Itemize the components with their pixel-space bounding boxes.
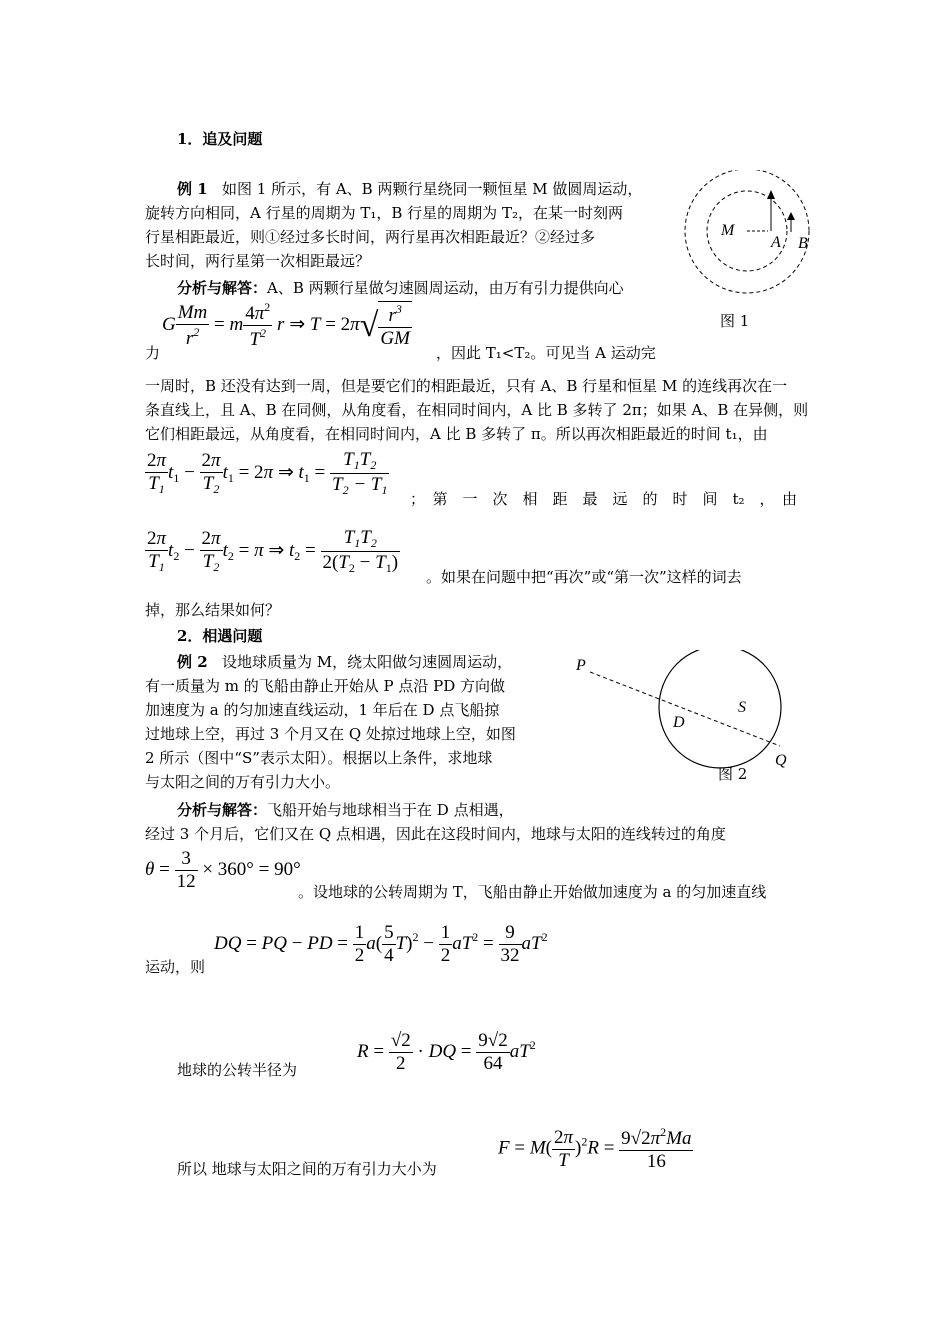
last-line: 掉，那么结果如何？ [145,601,281,619]
figure-1-caption: 图 1 [720,312,750,330]
example2-text-0: 设地球质量为 M，绕太阳做匀速圆周运动， [221,653,513,671]
tail-text: 。如果在问题中把“再次”或“第一次”这样的词去 [426,568,742,586]
ship-path [590,672,780,746]
section2-heading: 2．相遇问题 [177,627,263,645]
body1-line-1: 条直线上，且 A、B 在同侧，从角度看，在相同时间内，A 比 B 多转了 2π；如果 A、B 在异侧，则 [145,401,809,419]
example1-first-line [177,177,642,201]
example1-text-1: 旋转方向相同，A 行星的周期为 T₁，B 行星的周期为 T₂，在某一时刻两 [145,204,623,222]
example2-text-5: 与太阳之间的万有引力大小。 [145,773,341,791]
example2-first-line [177,650,512,674]
radius-label: 地球的公转半径为 [177,1061,298,1079]
example1-label: 例 1 [177,180,208,198]
theta-after-text: 。设地球的公转周期为 T，飞船由静止开始做加速度为 a 的匀加速直线 [298,883,767,901]
dq-formula: DQ = PQ − PD = $\frac{1}{2}$ a( $\frac{5}{4}$ T)$^2$ − $\frac{1}{2}$ $aT^2$ = $\frac{9}{32}$ $aT^2$ [214,922,548,966]
label-Q: Q [775,752,787,769]
label-M: M [721,222,735,239]
label-A: A [771,234,781,251]
label-D: D [673,714,685,731]
arrowhead-a-icon [767,190,775,199]
arrowhead-b-icon [787,212,795,220]
label-P: P [576,657,586,674]
analysis2-line-2: 经过 3 个月后，它们又在 Q 点相遇，因此在这段时间内，地球与太阳的连线转过的角度 [145,825,726,843]
label-S: S [738,699,746,716]
analysis2-first-line [177,798,514,822]
example1-text-3: 长时间，两行星第一次相距最远？ [145,252,371,270]
radius-formula: R = $\frac{√2}{2}$ · DQ = $\frac{9√2}{64}$ $aT^2$ [357,1030,536,1074]
example2-text-4: 2 所示（图中“S”表示太阳）。根据以上条件，求地球 [145,749,493,767]
after-formula-text: ，因此 T₁<T₂。可见当 A 运动完 [436,344,656,362]
example1-text-0: 如图 1 所示，有 A、B 两颗行星绕同一颗恒星 M 做圆周运动， [221,180,643,198]
force-label: 所以 地球与太阳之间的万有引力大小为 [177,1160,437,1178]
analysis1-first-line [177,276,624,300]
farthest-time-formula: $\frac{2\pi}{T_1}$ $t_2$ − $\frac{2\pi}{T_2}$ $t_2 = \pi$ ⇒ $t_2$ = $\frac{T_1T_2}{2(T_2 - T_1)}$ [147,527,399,575]
figure-1 [670,170,820,340]
body1-line-2: 它们相距最远，从角度看，在相同时间内，A 比 B 多转了 π。所以再次相距最近的时间 t₁，由 [145,425,768,443]
section1-heading: 1．追及问题 [177,130,263,148]
example1-text-2: 行星相距最近，则①经过多长时间，两行星再次相距最近？②经过多 [145,228,596,246]
analysis1-text: A、B 两颗行星做匀速圆周运动，由万有引力提供向心 [267,279,624,297]
gravity-period-formula: G $\frac{Mm}{r^2}$ = m $\frac{4\pi^2}{T^2}$ r ⇒ T = 2π√ $\frac{r^3}{GM}$ [162,300,410,350]
example2-label: 例 2 [177,653,208,671]
label-B: B [798,235,808,252]
force-formula: F = M( $\frac{2\pi}{T}$ )$^2$R = $\frac{9√2\pi^2Ma}{16}$ [498,1125,692,1172]
example2-text-1: 有一质量为 m 的飞船由静止开始从 P 点沿 PD 方向做 [145,677,506,695]
motion-text: 运动，则 [145,958,206,976]
earth-orbit [659,650,781,768]
body1-line-0: 一周时，B 还没有达到一周，但是要它们的相距最近，只有 A、B 行星和恒星 M 的连线再次在一 [145,377,788,395]
first-far-text: ； 第 一 次 相 距 最 远 的 时 间 t₂ ， 由 [410,490,798,508]
figure-2-caption: 图 2 [718,765,748,783]
example2-text-3: 过地球上空，再过 3 个月又在 Q 处掠过地球上空，如图 [145,725,516,743]
analysis1-label: 分析与解答： [177,279,268,297]
figure-2 [570,650,810,790]
theta-formula: θ = $\frac{3}{12}$ × 360° = 90° [145,848,301,892]
example2-text-2: 加速度为 a 的匀加速直线运动，1 年后在 D 点飞船掠 [145,701,500,719]
force-word: 力 [145,344,161,362]
analysis2-text: 飞船开始与地球相当于在 D 点相遇， [267,801,514,819]
closest-time-formula: $\frac{2\pi}{T_1}$ $t_1$ − $\frac{2\pi}{T_2}$ $t_1 = 2\pi$ ⇒ $t_1$ = $\frac{T_1T_2}{T_2 - T_1}$ [147,449,388,497]
analysis2-label: 分析与解答： [177,801,268,819]
